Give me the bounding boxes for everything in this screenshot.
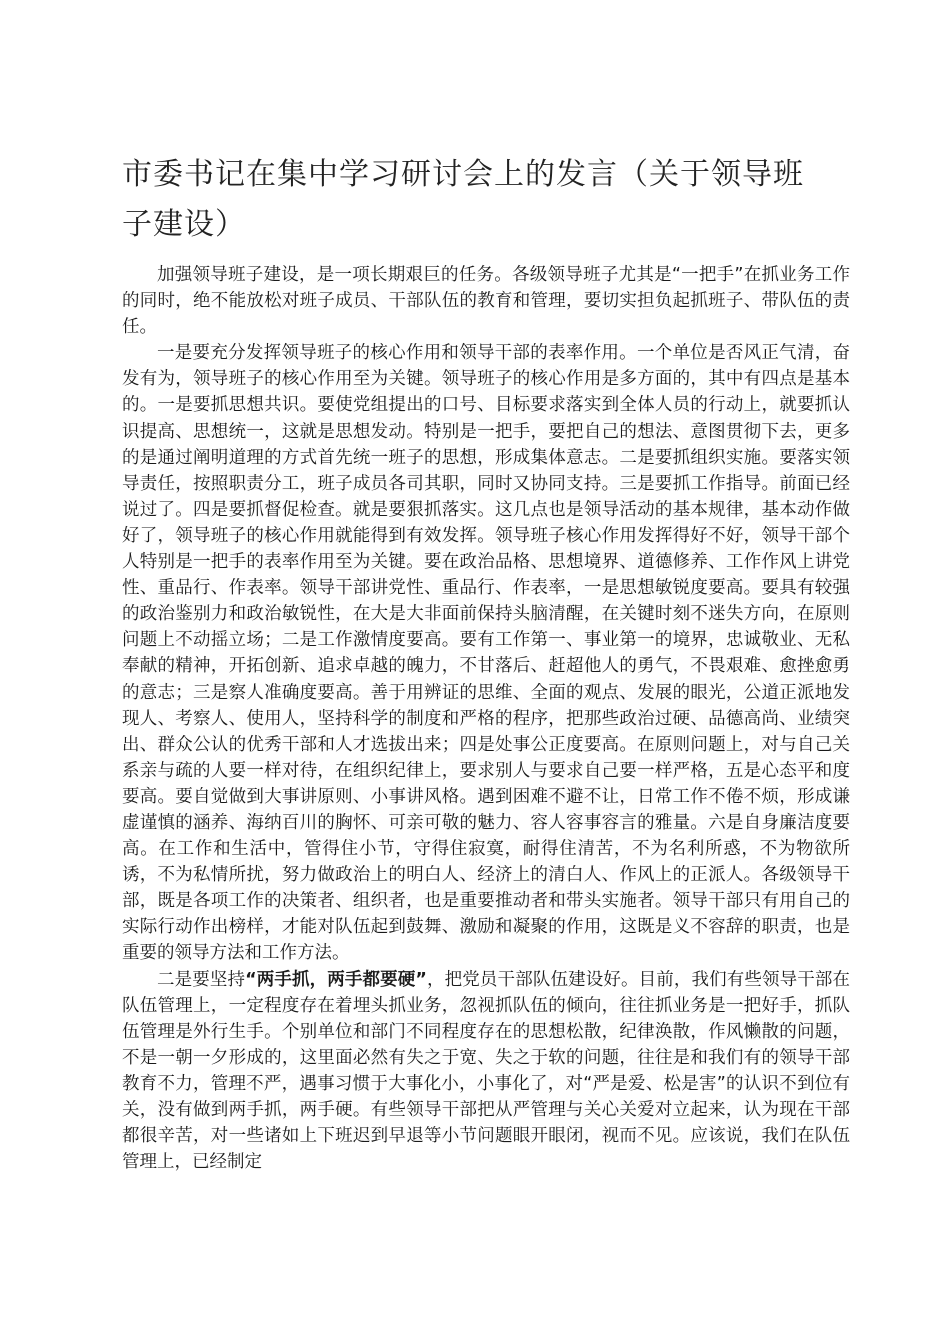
document-body bbox=[122, 262, 850, 1175]
paragraph-point-two-body: ，把党员干部队伍建设好。目前，我们有些领导干部在队伍管理上，一定程度存在着埋头抓业务，忽视抓队伍的倾向，往往抓业务是一把好手，抓队伍管理是外行生手。个别单位和部门不同程度存在的思想松散，纪律涣散，作风懒散的问题，不是一朝一夕形成的，这里面必然有失之于宽、失之于软的问题，往往是和我们有的领导干部教育不力，管理不严，遇事习惯于大事化小，小事化了，对“严是爱、松是害”的认识不到位有关，没有做到两手抓，两手硬。有些领导干部把从严管理与关心关爱对立起来，认为现在干部都很辛苦，对一些诸如上下班迟到早退等小节问题眼开眼闭，视而不见。应该说，我们在队伍管理上，已经制定 bbox=[122, 969, 850, 1173]
paragraph-point-two bbox=[122, 967, 850, 1176]
paragraph-point-two-lead: 二是要坚持 bbox=[157, 969, 246, 990]
two-hands-quote: “两手抓，两手都要硬” bbox=[245, 969, 427, 990]
page-title: 市委书记在集中学习研讨会上的发言（关于领导班子建设） bbox=[122, 157, 804, 242]
paragraph-intro: 加强领导班子建设，是一项长期艰巨的任务。各级领导班子尤其是“一把手”在抓业务工作的同时，绝不能放松对班子成员、干部队伍的教育和管理，要切实担负起抓班子、带队伍的责任。 bbox=[122, 265, 850, 338]
paragraph-point-one: 一是要充分发挥领导班子的核心作用和领导干部的表率作用。一个单位是否风正气清，奋发有为，领导班子的核心作用至为关键。领导班子的核心作用是多方面的，其中有四点是基本的。一是要抓思想共识。要使党组提出的口号、目标要求落实到全体人员的行动上，就要抓认识提高、思想统一，这就是思想发动。特别是一把手，要把自己的想法、意图贯彻下去，更多的是通过阐明道理的方式首先统一班子的思想，形成集体意志。二是要抓组织实施。要落实领导责任，按照职责分工，班子成员各司其职，同时又协同支持。三是要抓工作指导。前面已经说过了。四是要抓督促检查。就是要狠抓落实。这几点也是领导活动的基本规律，基本动作做好了，领导班子的核心作用就能得到有效发挥。领导班子核心作用发挥得好不好，领导干部个人特别是一把手的表率作用至为关键。要在政治品格、思想境界、道德修养、工作作风上讲党性、重品行、作表率。领导干部讲党性、重品行、作表率，一是思想敏锐度要高。要具有较强的政治鉴别力和政治敏锐性，在大是大非面前保持头脑清醒，在关键时刻不迷失方向，在原则问题上不动摇立场；二是工作激情度要高。要有工作第一、事业第一的境界，忠诚敬业、无私奉献的精神，开拓创新、追求卓越的魄力，不甘落后、赶超他人的勇气，不畏艰难、愈挫愈勇的意志；三是察人准确度要高。善于用辨证的思维、全面的观点、发展的眼光，公道正派地发现人、考察人、使用人，坚持科学的制度和严格的程序，把那些政治过硬、品德高尚、业绩突出、群众公认的优秀干部和人才选拔出来；四是处事公正度要高。在原则问题上，对与自己关系亲与疏的人要一样对待，在组织纪律上，要求别人与要求自己要一样严格，五是心态平和度要高。要自觉做到大事讲原则、小事讲风格。遇到困难不避不让，日常工作不倦不烦，形成谦虚谨慎的涵养、海纳百川的胸怀、可亲可敬的魅力、容人容事容言的雅量。六是自身廉洁度要高。在工作和生活中，管得住小节，守得住寂寞，耐得住清苦，不为名利所惑，不为物欲所诱，不为私情所扰，努力做政治上的明白人、经济上的清白人、作风上的正派人。各级领导干部，既是各项工作的决策者、组织者，也是重要推动者和带头实施者。领导干部只有用自己的实际行动作出榜样，才能对队伍起到鼓舞、激励和凝聚的作用，这既是义不容辞的职责，也是重要的领导方法和工作方法。 bbox=[122, 343, 850, 964]
